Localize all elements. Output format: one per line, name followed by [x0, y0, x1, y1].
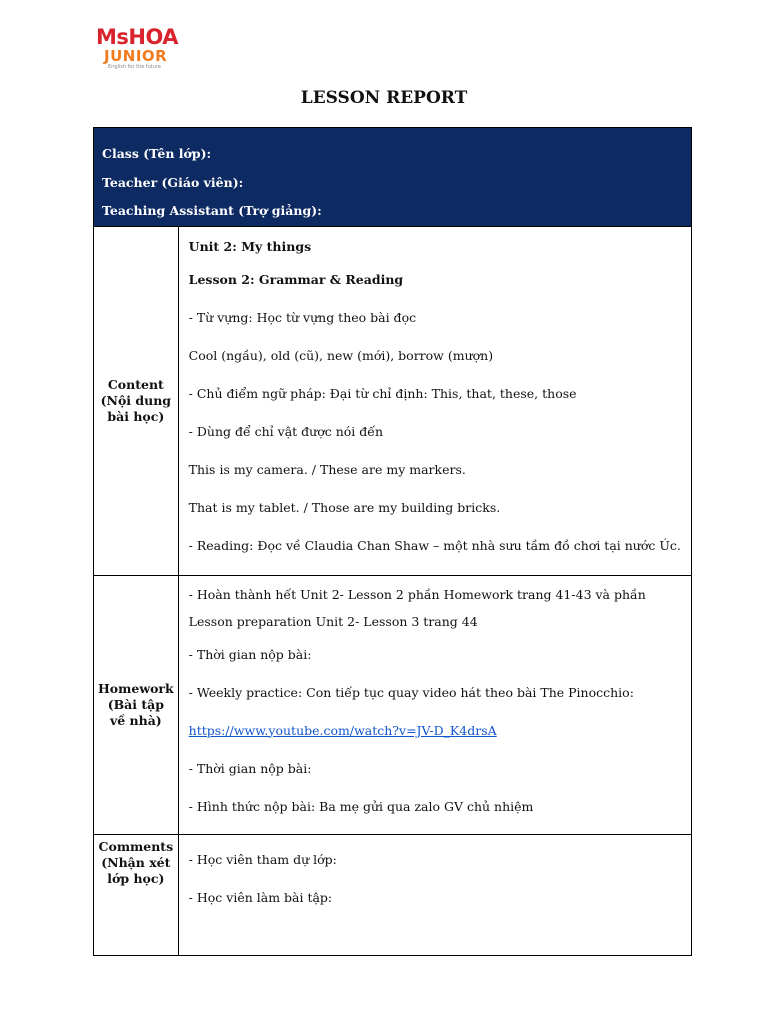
teacher-label: Teacher (Giáo viên): — [102, 174, 244, 190]
logo-wordmark: MsHOA — [96, 25, 179, 49]
lesson-title: Lesson 2: Grammar & Reading — [188, 271, 404, 287]
header-row — [94, 128, 692, 227]
page-title: LESSON REPORT — [300, 88, 468, 108]
example-1: This is my camera. / These are my markers. — [188, 461, 466, 477]
example-2: That is my tablet. / Those are my building bricks. — [188, 499, 501, 515]
logo-junior: JUNIOR — [104, 47, 168, 65]
comments-row — [94, 834, 692, 955]
youtube-link[interactable]: https://www.youtube.com/watch?v=JV-D_K4drsA — [188, 722, 497, 738]
attendance-line: - Học viên tham dự lớp: — [188, 851, 337, 867]
video-link-line — [189, 712, 681, 750]
logo-tagline: English for the future — [108, 64, 161, 70]
vocab-line: - Từ vựng: Học từ vựng theo bài đọc — [188, 309, 417, 325]
grammar-line: - Chủ điểm ngữ pháp: Đại từ chỉ định: This, that, these, those — [188, 385, 577, 401]
grammar-usage: - Dùng để chỉ vật được nói đến — [188, 423, 384, 439]
comments-body — [178, 834, 691, 955]
homework-task-1: - Hoàn thành hết Unit 2- Lesson 2 phần Homework trang 41-43 và phần — [188, 586, 646, 602]
brand-logo — [96, 26, 196, 74]
homework-row — [94, 575, 692, 834]
class-info-header — [94, 128, 692, 227]
content-body — [178, 226, 691, 575]
comments-label: Comments (Nhận xét lớp học) — [94, 834, 179, 955]
homework-deadline-2: - Thời gian nộp bài: — [188, 760, 312, 776]
homework-task-2: Lesson preparation Unit 2- Lesson 3 trang 44 — [188, 613, 478, 629]
submission-method: - Hình thức nộp bài: Ba mẹ gửi qua zalo GV chủ nhiệm — [188, 798, 534, 814]
lesson-report-table — [93, 127, 692, 956]
homework-label: Homework (Bài tập về nhà) — [94, 575, 179, 834]
homework-body — [178, 575, 691, 834]
content-row — [94, 226, 692, 575]
homework-deadline-1: - Thời gian nộp bài: — [188, 646, 312, 662]
class-label: Class (Tên lớp): — [102, 146, 212, 161]
assistant-label: Teaching Assistant (Trợ giảng): — [102, 203, 322, 218]
reading-line: - Reading: Đọc về Claudia Chan Shaw – một nhà sưu tầm đồ chơi tại nước Úc. — [188, 537, 681, 553]
vocab-words: Cool (ngầu), old (cũ), new (mới), borrow (mượn) — [188, 347, 494, 363]
homework-done-line: - Học viên làm bài tập: — [188, 889, 333, 905]
content-label: Content (Nội dung bài học) — [94, 226, 179, 575]
unit-title: Unit 2: My things — [188, 238, 312, 254]
weekly-practice: - Weekly practice: Con tiếp tục quay video hát theo bài The Pinocchio: — [188, 684, 634, 700]
